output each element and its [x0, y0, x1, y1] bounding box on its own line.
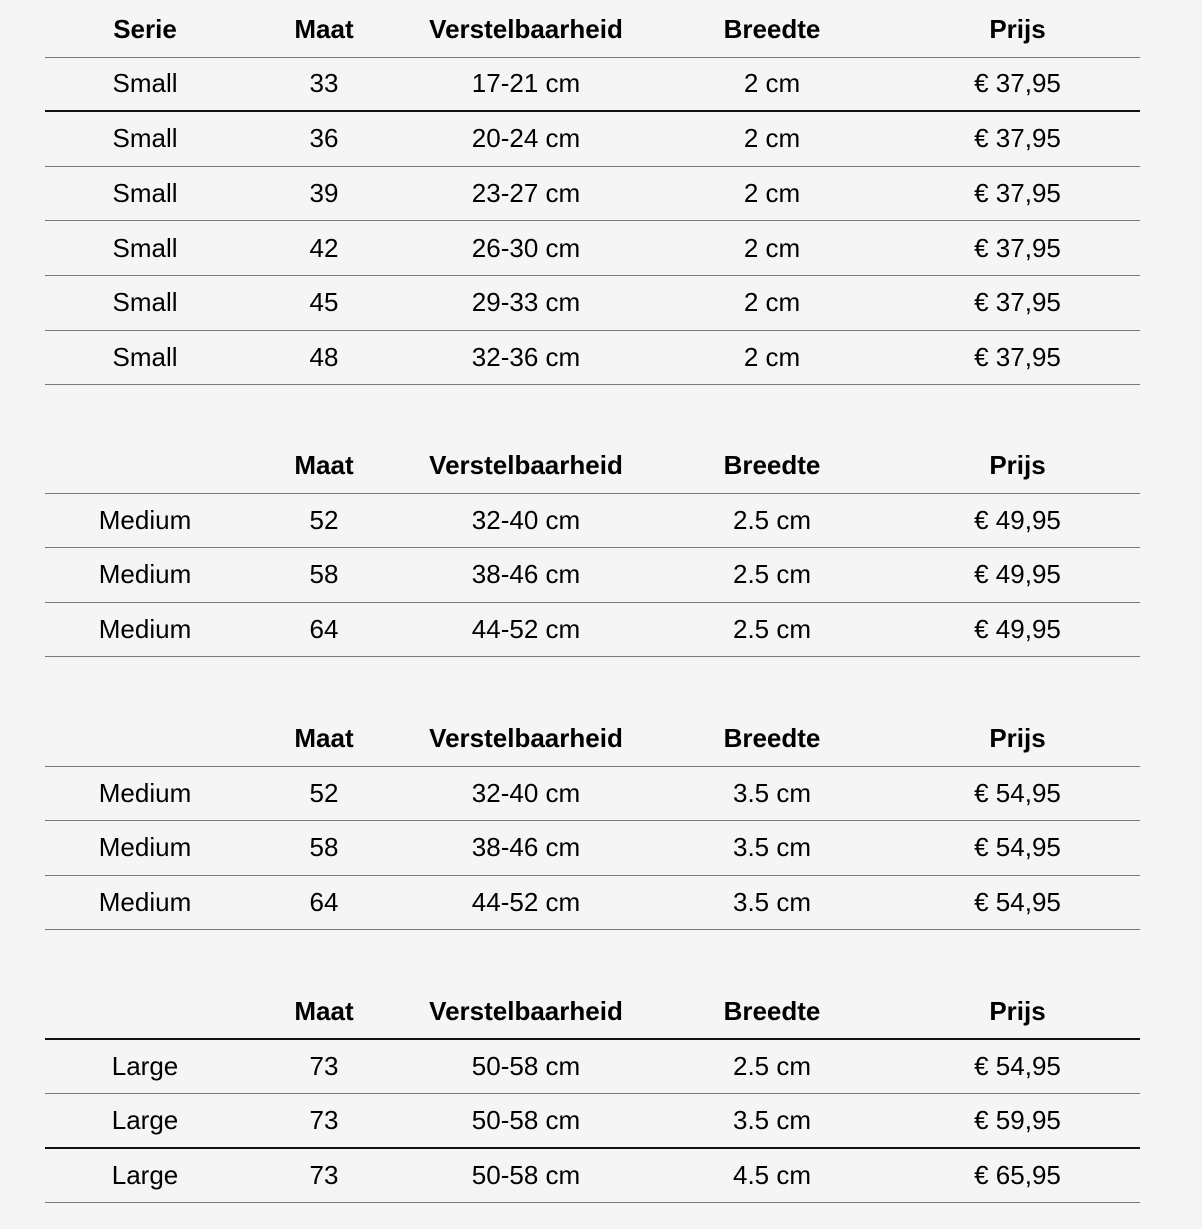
- header-verstelbaarheid: Verstelbaarheid: [429, 995, 623, 1026]
- header-serie: [45, 439, 245, 493]
- cell-maat: 73: [309, 1050, 339, 1081]
- table-row: [45, 112, 1140, 167]
- header-prijs: Prijs: [989, 14, 1046, 45]
- cell-breedte: 3.5 cm: [732, 832, 812, 863]
- cell-prijs: € 54,95: [974, 1050, 1061, 1081]
- cell-maat: 45: [309, 287, 339, 318]
- header-breedte: Breedte: [723, 723, 821, 754]
- cell-verstelbaarheid: 17-21 cm: [471, 68, 581, 99]
- cell-serie: Small: [112, 341, 178, 372]
- cell-maat: 73: [309, 1160, 339, 1191]
- cell-breedte: 3.5 cm: [732, 1104, 812, 1135]
- cell-verstelbaarheid: 44-52 cm: [471, 887, 581, 918]
- cell-maat: 73: [309, 1104, 339, 1135]
- cell-serie: Small: [112, 68, 178, 99]
- cell-verstelbaarheid: 32-36 cm: [471, 341, 581, 372]
- table-row: [45, 58, 1140, 113]
- cell-breedte: 2 cm: [743, 232, 801, 263]
- cell-serie: Medium: [98, 887, 192, 918]
- table-row: [45, 1094, 1140, 1149]
- cell-verstelbaarheid: 38-46 cm: [471, 559, 581, 590]
- header-prijs: Prijs: [989, 995, 1046, 1026]
- cell-maat: 58: [309, 559, 339, 590]
- table-header-row: [45, 712, 1140, 767]
- cell-verstelbaarheid: 32-40 cm: [471, 504, 581, 535]
- cell-breedte: 2.5 cm: [732, 504, 812, 535]
- cell-prijs: € 49,95: [974, 504, 1061, 535]
- header-serie: [45, 712, 245, 766]
- table-header-row: [45, 439, 1140, 494]
- cell-verstelbaarheid: 20-24 cm: [471, 123, 581, 154]
- cell-prijs: € 54,95: [974, 777, 1061, 808]
- cell-verstelbaarheid: 26-30 cm: [471, 232, 581, 263]
- cell-verstelbaarheid: 50-58 cm: [471, 1104, 581, 1135]
- cell-prijs: € 37,95: [974, 341, 1061, 372]
- cell-breedte: 2 cm: [743, 68, 801, 99]
- cell-prijs: € 37,95: [974, 178, 1061, 209]
- size-table-medium-25: [45, 439, 1140, 657]
- cell-prijs: € 37,95: [974, 123, 1061, 154]
- cell-maat: 42: [309, 232, 339, 263]
- header-verstelbaarheid: Verstelbaarheid: [429, 14, 623, 45]
- table-row: [45, 821, 1140, 876]
- table-header-row: [45, 3, 1140, 58]
- cell-serie: Large: [111, 1160, 179, 1191]
- header-maat: Maat: [294, 723, 354, 754]
- cell-serie: Medium: [98, 614, 192, 645]
- cell-serie: Large: [111, 1050, 179, 1081]
- cell-verstelbaarheid: 44-52 cm: [471, 614, 581, 645]
- header-breedte: Breedte: [723, 14, 821, 45]
- table-row: [45, 221, 1140, 276]
- cell-breedte: 2 cm: [743, 123, 801, 154]
- cell-prijs: € 54,95: [974, 832, 1061, 863]
- header-serie: [45, 985, 245, 1038]
- cell-maat: 39: [309, 178, 339, 209]
- size-table-large: [45, 985, 1140, 1203]
- cell-verstelbaarheid: 38-46 cm: [471, 832, 581, 863]
- cell-breedte: 2.5 cm: [732, 614, 812, 645]
- cell-verstelbaarheid: 23-27 cm: [471, 178, 581, 209]
- cell-prijs: € 37,95: [974, 68, 1061, 99]
- cell-breedte: 2 cm: [743, 341, 801, 372]
- header-maat: Maat: [294, 14, 354, 45]
- cell-breedte: 4.5 cm: [732, 1160, 812, 1191]
- cell-serie: Medium: [98, 832, 192, 863]
- size-table-medium-35: [45, 712, 1140, 930]
- cell-serie: Medium: [98, 777, 192, 808]
- header-verstelbaarheid: Verstelbaarheid: [429, 450, 623, 481]
- cell-serie: Small: [112, 178, 178, 209]
- header-maat: Maat: [294, 995, 354, 1026]
- table-row: [45, 494, 1140, 549]
- cell-verstelbaarheid: 50-58 cm: [471, 1050, 581, 1081]
- cell-maat: 36: [309, 123, 339, 154]
- header-maat: Maat: [294, 450, 354, 481]
- header-breedte: Breedte: [723, 450, 821, 481]
- cell-breedte: 2.5 cm: [732, 559, 812, 590]
- cell-maat: 33: [309, 68, 339, 99]
- header-prijs: Prijs: [989, 450, 1046, 481]
- header-prijs: Prijs: [989, 723, 1046, 754]
- header-breedte: Breedte: [723, 995, 821, 1026]
- cell-prijs: € 49,95: [974, 559, 1061, 590]
- cell-maat: 58: [309, 832, 339, 863]
- cell-maat: 64: [309, 887, 339, 918]
- cell-serie: Medium: [98, 504, 192, 535]
- cell-maat: 52: [309, 777, 339, 808]
- table-row: [45, 331, 1140, 386]
- cell-maat: 52: [309, 504, 339, 535]
- cell-verstelbaarheid: 29-33 cm: [471, 287, 581, 318]
- cell-serie: Medium: [98, 559, 192, 590]
- cell-prijs: € 37,95: [974, 287, 1061, 318]
- cell-prijs: € 65,95: [974, 1160, 1061, 1191]
- cell-maat: 64: [309, 614, 339, 645]
- cell-breedte: 3.5 cm: [732, 887, 812, 918]
- size-table-small: [45, 3, 1140, 385]
- cell-breedte: 2 cm: [743, 287, 801, 318]
- cell-prijs: € 59,95: [974, 1104, 1061, 1135]
- header-serie: Serie: [113, 14, 177, 45]
- cell-verstelbaarheid: 32-40 cm: [471, 777, 581, 808]
- cell-serie: Small: [112, 123, 178, 154]
- cell-maat: 48: [309, 341, 339, 372]
- header-verstelbaarheid: Verstelbaarheid: [429, 723, 623, 754]
- table-row: [45, 167, 1140, 222]
- cell-breedte: 2 cm: [743, 178, 801, 209]
- table-row: [45, 276, 1140, 331]
- cell-serie: Large: [111, 1104, 179, 1135]
- cell-prijs: € 49,95: [974, 614, 1061, 645]
- table-row: [45, 767, 1140, 822]
- cell-prijs: € 37,95: [974, 232, 1061, 263]
- table-row: [45, 548, 1140, 603]
- table-row: [45, 1040, 1140, 1095]
- table-row: [45, 603, 1140, 658]
- cell-verstelbaarheid: 50-58 cm: [471, 1160, 581, 1191]
- table-row: [45, 876, 1140, 931]
- cell-serie: Small: [112, 287, 178, 318]
- table-row: [45, 1149, 1140, 1204]
- cell-breedte: 2.5 cm: [732, 1050, 812, 1081]
- table-header-row: [45, 985, 1140, 1040]
- cell-prijs: € 54,95: [974, 887, 1061, 918]
- cell-breedte: 3.5 cm: [732, 777, 812, 808]
- cell-serie: Small: [112, 232, 178, 263]
